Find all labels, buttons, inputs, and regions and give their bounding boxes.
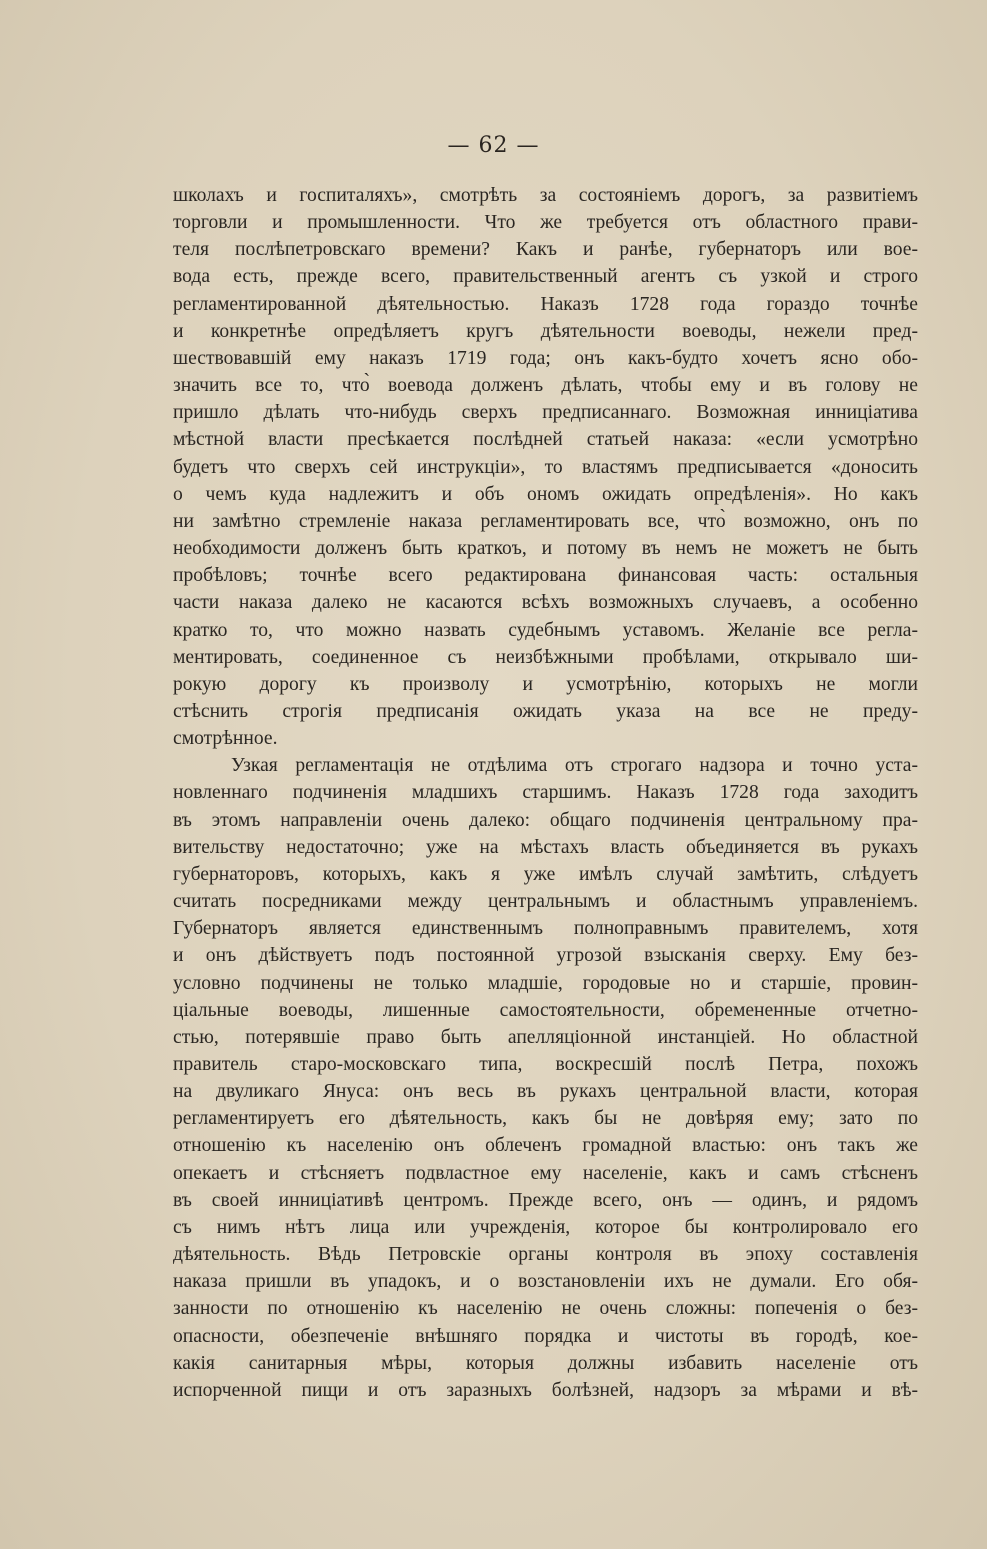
text-line: мѣстной власти пресѣкается послѣдней статьей наказа: «если усмотрѣно (173, 429, 918, 451)
text-line: школахъ и госпиталяхъ», смотрѣть за состояніемъ дорогъ, за развитіемъ (173, 185, 918, 206)
text-line: торговли и промышленности. Что же требуется отъ областного прави- (173, 212, 918, 234)
text-line: будетъ что сверхъ сей инструкціи», то властямъ предписывается «доносить (173, 456, 918, 478)
text-line: въ своей инниціативѣ центромъ. Прежде всего, онъ — одинъ, и рядомъ (173, 1189, 918, 1211)
text-line: условно подчинены не только младшіе, городовые но и старшіе, провин- (173, 972, 918, 994)
text-line: вода есть, прежде всего, правительственный агентъ съ узкой и строго (173, 266, 918, 288)
text-line: значить все то, что̀ воевода долженъ дѣлать, чтобы ему и въ голову не (173, 375, 918, 397)
text-line: какія санитарныя мѣры, которыя должны избавить населеніе отъ (173, 1352, 918, 1374)
text-line: въ этомъ направленіи очень далеко: общаго подчиненія центральному пра- (173, 809, 918, 831)
text-line: смотрѣнное. (173, 728, 278, 750)
text-line: новленнаго подчиненія младшихъ старшимъ. Наказъ 1728 года заходитъ (173, 782, 918, 804)
text-line: стѣснить строгія предписанія ожидать указа на все не преду- (173, 700, 918, 722)
text-line: кратко то, что можно назвать судебнымъ уставомъ. Желаніе все регла- (173, 619, 918, 641)
text-line: о чемъ куда надлежитъ и объ ономъ ожидать опредѣленія». Но какъ (173, 483, 918, 505)
text-line: теля послѣпетровскаго времени? Какъ и ранѣе, губернаторъ или вое- (173, 239, 918, 261)
body-text (173, 182, 918, 1404)
text-line: ментировать, соединенное съ неизбѣжными пробѣлами, открывало ши- (173, 646, 918, 668)
text-line: и онъ дѣйствуетъ подъ постоянной угрозой взысканія сверху. Ему без- (173, 945, 918, 967)
text-line: стью, потерявшіе право быть апелляціонной инстанціей. Но областной (173, 1026, 918, 1048)
text-line: опекаетъ и стѣсняетъ подвластное ему населеніе, какъ и самъ стѣсненъ (173, 1162, 918, 1184)
text-line: дѣятельность. Вѣдь Петровскіе органы контроля въ эпоху составленія (173, 1244, 918, 1266)
text-line: занности по отношенію къ населенію не очень сложны: попеченія о без- (173, 1298, 918, 1320)
text-line: и конкретнѣе опредѣляетъ кругъ дѣятельности воеводы, нежели пред- (173, 320, 918, 342)
text-line: правитель старо-московскаго типа, воскресшій послѣ Петра, похожъ (173, 1054, 918, 1075)
text-line: съ нимъ нѣтъ лица или учрежденія, которое бы контролировало его (173, 1216, 918, 1238)
text-line: на двуликаго Януса: онъ весь въ рукахъ центральной власти, которая (173, 1081, 918, 1103)
text-line: вительству недостаточно; уже на мѣстахъ власть объединяется въ рукахъ (173, 836, 918, 858)
text-line: ни замѣтно стремленіе наказа регламентировать все, что̀ возможно, онъ по (173, 510, 918, 532)
text-line: Узкая регламентація не отдѣлима отъ строгаго надзора и точно уста- (231, 755, 918, 777)
text-line: Губернаторъ является единственнымъ полноправнымъ правителемъ, хотя (173, 918, 918, 940)
text-line: пришло дѣлать что-нибудь сверхъ предписаннаго. Возможная инниціатива (173, 402, 918, 424)
text-line: части наказа далеко не касаются всѣхъ возможныхъ случаевъ, а особенно (173, 592, 918, 614)
text-line: опасности, обезпеченіе внѣшняго порядка и чистоты въ городѣ, кое- (173, 1325, 918, 1347)
text-line: ціальные воеводы, лишенные самостоятельности, обремененные отчетно- (173, 999, 918, 1021)
text-line: губернаторовъ, которыхъ, какъ я уже имѣлъ случай замѣтить, слѣдуетъ (173, 863, 918, 885)
text-line: регламентируетъ его дѣятельность, какъ бы не довѣряя ему; зато по (173, 1108, 918, 1130)
text-line: необходимости долженъ быть краткоъ, и потому въ немъ не можетъ не быть (173, 538, 918, 560)
text-line: наказа пришли въ упадокъ, и о возстановленіи ихъ не думали. Его обя- (173, 1271, 918, 1293)
page-number: — 62 — (447, 133, 540, 158)
text-line: отношенію къ населенію онъ облеченъ громадной властью: онъ такъ же (173, 1135, 918, 1157)
text-line: рокую дорогу къ произволу и усмотрѣнію, которыхъ не могли (173, 673, 918, 695)
text-line: испорченной пищи и отъ заразныхъ болѣзней, надзоръ за мѣрами и вѣ- (173, 1379, 918, 1401)
text-line: считать посредниками между центральнымъ и областнымъ управленіемъ. (173, 891, 918, 913)
text-line: регламентированной дѣятельностью. Наказъ 1728 года гораздо точнѣе (173, 293, 918, 315)
text-line: шествовавшій ему наказъ 1719 года; онъ какъ-будто хочетъ ясно обо- (173, 347, 918, 369)
text-line: пробѣловъ; точнѣе всего редактирована финансовая часть: остальныя (173, 565, 918, 587)
